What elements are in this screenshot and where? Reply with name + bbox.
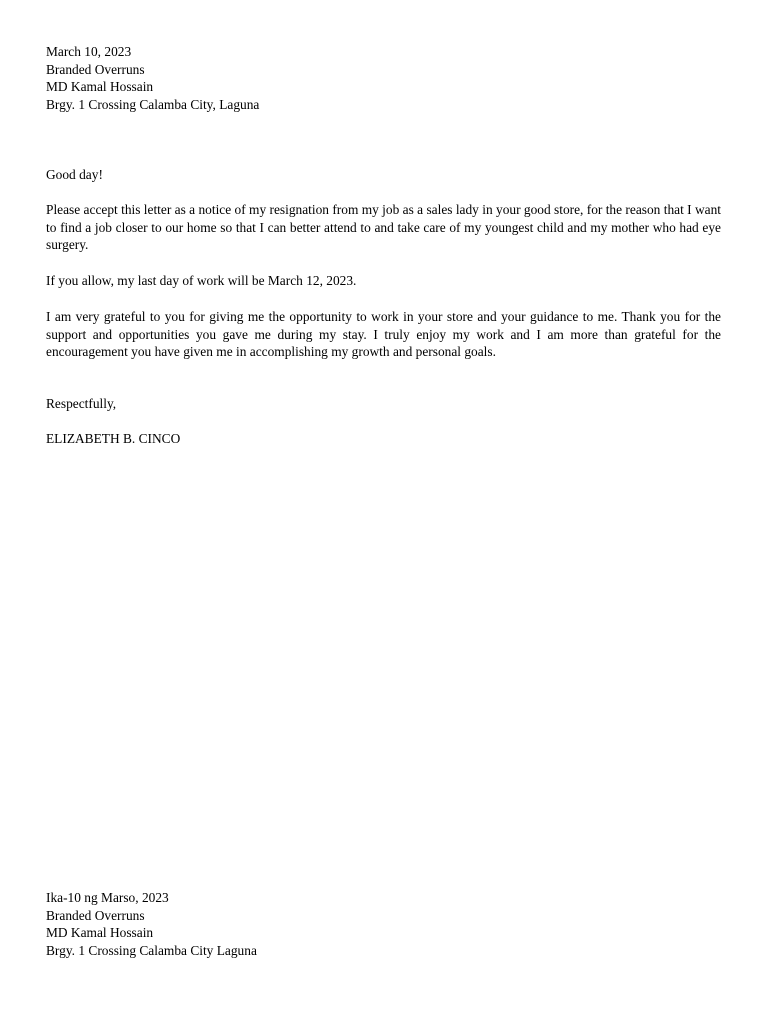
body-paragraph-resignation-notice: Please accept this letter as a notice of my resignation from my job as a sales lady in your good store, for the reason that I want to find a job closer to our home so that I can better attend to and take care of my youngest child and my mother who had eye surgery. (46, 202, 721, 252)
body-paragraph-gratitude: I am very grateful to you for giving me the opportunity to work in your store and your guidance to me. Thank you for the support and opportunities you gave me during my stay. I truly enjoy my work and I am more than grateful for the encouragement you have given me in accomplishing my growth and personal goals. (46, 309, 721, 359)
letter-signature-block (46, 430, 721, 448)
body-paragraph-last-day: If you allow, my last day of work will be March 12, 2023. (46, 273, 357, 288)
letter-date: March 10, 2023 (46, 44, 132, 59)
recipient-address: Brgy. 1 Crossing Calamba City Laguna (46, 942, 257, 958)
company-name: Branded Overruns (46, 61, 145, 77)
letter-date: Ika-10 ng Marso, 2023 (46, 890, 169, 905)
greeting: Good day! (46, 167, 103, 182)
letter-paragraph-3-block (46, 308, 721, 361)
recipient-name: MD Kamal Hossain (46, 79, 154, 94)
english-letter-header (46, 43, 721, 113)
letter-paragraph-1-block (46, 201, 721, 254)
recipient-name: MD Kamal Hossain (46, 925, 154, 940)
company-name: Branded Overruns (46, 907, 145, 923)
letter-greeting-block (46, 166, 721, 184)
signature-name: ELIZABETH B. CINCO (46, 431, 181, 446)
filipino-letter-header (46, 889, 721, 959)
closing: Respectfully, (46, 396, 117, 411)
letter-closing-block (46, 395, 721, 413)
recipient-address: Brgy. 1 Crossing Calamba City, Laguna (46, 96, 260, 112)
letter-paragraph-2-block (46, 272, 721, 290)
